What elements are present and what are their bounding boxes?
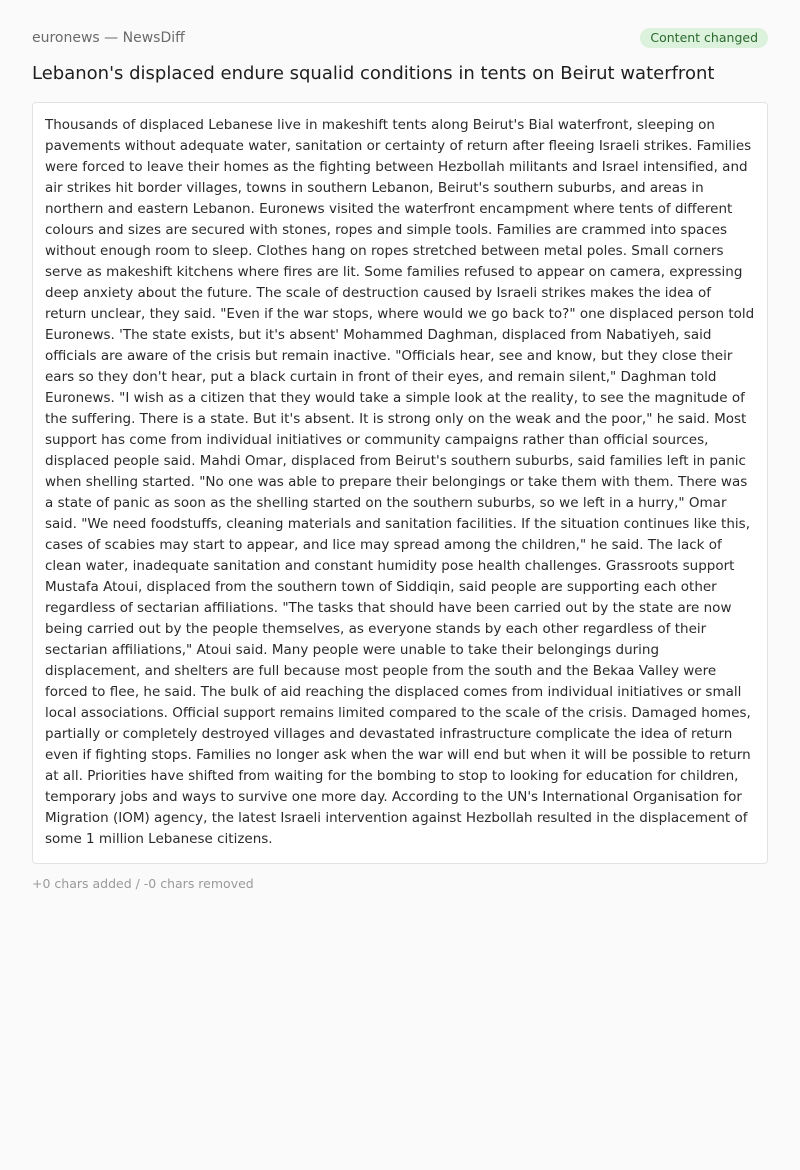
diff-stats: +0 chars added / -0 chars removed	[32, 876, 254, 891]
article-content-box	[32, 102, 768, 864]
article-body: Thousands of displaced Lebanese live in makeshift tents along Beirut's Bial waterfront, sleeping on pavements without adequate water, sanitation or certainty of return after fleeing Israeli strikes. Families were forced to leave their homes as the fighting between Hezbollah militants and Israel intensified, and air strikes hit border villages, towns in southern Lebanon, Beirut's southern suburbs, and areas in northern and eastern Lebanon. Euronews visited the waterfront encampment where tents of different colours and sizes are secured with stones, ropes and simple tools. Families are crammed into spaces without enough room to sleep. Clothes hang on ropes stretched between metal poles. Small corners serve as makeshift kitchens where fires are lit. Some families refused to appear on camera, expressing deep anxiety about the future. The scale of destruction caused by Israeli strikes makes the idea of return unclear, they said. "Even if the war stops, where would we go back to?" one displaced person told Euronews. 'The state exists, but it's absent' Mohammed Daghman, displaced from Nabatiyeh, said officials are aware of the crisis but remain inactive. "Officials hear, see and know, but they close their ears so they don't hear, put a black curtain in front of their eyes, and remain silent," Daghman told Euronews. "I wish as a citizen that they would take a simple look at the reality, to see the magnitude of the suffering. There is a state. But it's absent. It is strong only on the weak and the poor," he said. Most support has come from individual initiatives or community campaigns rather than official sources, displaced people said. Mahdi Omar, displaced from Beirut's southern suburbs, said families left in panic when shelling started. "No one was able to prepare their belongings or take them with them. There was a state of panic as soon as the shelling started on the southern suburbs, so we left in a hurry," Omar said. "We need foodstuffs, cleaning materials and sanitation facilities. If the situation continues like this, cases of scabies may start to appear, and lice may spread among the children," he said. The lack of clean water, inadequate sanitation and constant humidity pose health challenges. Grassroots support Mustafa Atoui, displaced from the southern town of Siddiqin, said people are supporting each other regardless of sectarian affiliations. "The tasks that should have been carried out by the state are now being carried out by the people themselves, as everyone stands by each other regardless of their sectarian affiliations," Atoui said. Many people were unable to take their belongings during displacement, and shelters are full because most people from the south and the Bekaa Valley were forced to flee, he said. The bulk of aid reaching the displaced comes from individual initiatives or small local associations. Official support remains limited compared to the scale of the crisis. Damaged homes, partially or completely destroyed villages and devastated infrastructure complicate the idea of return even if fighting stops. Families no longer ask when the war will end but when it will be possible to return at all. Priorities have shifted from waiting for the bombing to stop to looking for education for children, temporary jobs and ways to survive one more day. According to the UN's International Organisation for Migration (IOM) agency, the latest Israeli intervention against Hezbollah resulted in the displacement of some 1 million Lebanese citizens.	[45, 117, 755, 847]
article-title: Lebanon's displaced endure squalid conditions in tents on Beirut waterfront	[32, 63, 715, 84]
status-badge: Content changed	[640, 28, 768, 48]
header-bar	[32, 28, 768, 48]
source-label: euronews — NewsDiff	[32, 30, 185, 46]
